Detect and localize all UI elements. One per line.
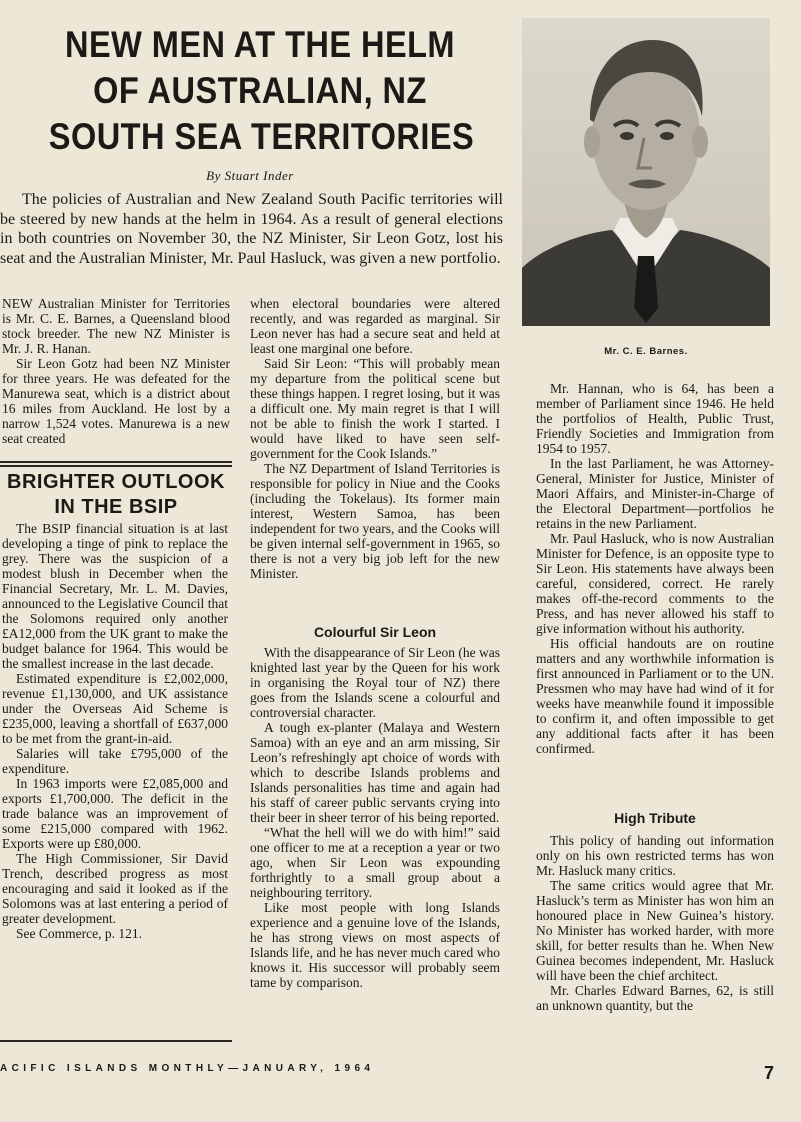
headline-line: SOUTH SEA TERRITORIES xyxy=(48,116,475,157)
byline: By Stuart Inder xyxy=(206,168,294,183)
photo-caption: Mr. C. E. Barnes. xyxy=(604,346,688,357)
paragraph: The High Commissioner, Sir David Trench, described progress as most encouraging and said it looked as if the Solomons was at last entering a period of greater development. xyxy=(2,851,228,926)
box-title-line: IN THE BSIP xyxy=(54,496,178,518)
paragraph: NEW Australian Minister for Territories is Mr. C. E. Barnes, a Queensland blood stock breeder. The new NZ Minister is Mr. J. R. Hanan. xyxy=(2,296,230,356)
paragraph: “What the hell will we do with him!” said one officer to me at a reception a year or two ago, when Sir Leon was expounding forthrightly to a small group about a neighbouring territory. xyxy=(250,825,500,900)
subhead-text: High Tribute xyxy=(614,810,696,826)
paragraph: This policy of handing out information only on his own restricted terms has won Mr. Hasluck many critics. xyxy=(536,833,774,878)
intro-paragraph xyxy=(0,190,503,268)
running-footer: ACIFIC ISLANDS MONTHLY—JANUARY, 1964 xyxy=(0,1063,375,1074)
paragraph: A tough ex-planter (Malaya and Western Samoa) with an eye and an arm missing, Sir Leon’s refreshingly apt choice of words with which to describe Islands problems and Islands personalities has time and again had his staff of career public servants crying into their beer in sheer terror of his being reported. xyxy=(250,720,500,825)
page-number: 7 xyxy=(764,1063,775,1083)
box-body xyxy=(2,521,228,1037)
paragraph: Estimated expenditure is £2,002,000, revenue £1,130,000, and UK assistance under the Overseas Aid Scheme is £235,000, leaving a shortfall of £637,000 to be met from the grant-in-aid. xyxy=(2,671,228,746)
column-3-bottom xyxy=(536,833,774,1045)
paragraph: See Commerce, p. 121. xyxy=(16,926,142,941)
paragraph: The same critics would agree that Mr. Hasluck’s term as Minister has won him an honoured place in New Guinea’s history. No Minister has worked harder, with more skill, for better results than he. When New Guinea becomes independent, Mr. Hasluck will have been the chief architect. xyxy=(536,878,774,983)
box-title xyxy=(0,470,232,520)
portrait-photo xyxy=(522,18,770,326)
paragraph: The NZ Department of Island Territories is responsible for policy in Niue and the Cooks (including the Tokelaus). Its former main interest, Western Samoa, has been independent for two years, and the Cooks will be given internal self-government in 1965, so there is not a very big job left for the new Minister. xyxy=(250,461,500,581)
paragraph: Mr. Paul Hasluck, who is now Australian Minister for Defence, is an opposite type to Sir Leon. His statements have always been careful, considered, correct. He rarely makes off-the-record comments to the Press, and has never allowed his staff to give information without his authority. xyxy=(536,531,774,636)
headline-line: OF AUSTRALIAN, NZ xyxy=(93,70,427,111)
paragraph: when electoral boundaries were altered recently, and was regarded as marginal. Sir Leon never has had a secure seat and held at least one marginal one before. xyxy=(250,296,500,356)
headline-line: NEW MEN AT THE HELM xyxy=(64,24,456,65)
paragraph: Salaries will take £795,000 of the expenditure. xyxy=(2,746,228,776)
paragraph: With the disappearance of Sir Leon (he was knighted last year by the Queen for his work in organising the Royal tour of NZ) there goes from the Islands scene a colourful and controversial character. xyxy=(250,645,500,720)
paragraph: Sir Leon Gotz had been NZ Minister for three years. He was defeated for the Manurewa seat, which is a district about 16 miles from Auckland. He lost by a narrow 1,524 votes. Manurewa is a new seat created xyxy=(2,356,230,446)
paragraph: Like most people with long Islands experience and a genuine love of the Islands, he has strong views on most aspects of Islands life, and he has never much cared who knows it. His successor will probably seem tame by comparison. xyxy=(250,900,500,990)
intro-text: The policies of Australian and New Zealand South Pacific territories will be steered by new hands at the helm in 1964. As a result of general elections in both countries on November 30, the NZ Minister, Sir Leon Gotz, lost his seat and the Australian Minister, Mr. Paul Hasluck, was given a new portfolio. xyxy=(0,191,503,267)
subhead-text: Colourful Sir Leon xyxy=(313,624,437,640)
headline xyxy=(48,22,475,160)
paragraph: In the last Parliament, he was Attorney-General, Minister for Justice, Minister of Maori Affairs, and Minister-in-Charge of the Electoral Department—portfolios he retains in the new Parliament. xyxy=(536,456,774,531)
box-rule-top-2 xyxy=(0,465,232,467)
column-2-top xyxy=(250,296,500,616)
paragraph: The BSIP financial situation is at last developing a tinge of pink to replace the grey. There was the suspicion of a modest blush in December when the Financial Secretary, Mr. L. M. Davies, announced to the Legislative Council that the Solomons required only another £A12,000 from the UK grant to make the budget balance for 1964. This would be the smallest increase in the last decade. xyxy=(2,521,228,671)
subhead-colourful xyxy=(250,624,500,640)
paragraph: His official handouts are on routine matters and any worthwhile information is first announced in Parliament or to the UN. Pressmen who may have had wind of it for weeks have meanwhile found it impossible to confirm it, and often impossible to get any additional facts after it has been confirmed. xyxy=(536,636,774,756)
paragraph: In 1963 imports were £2,085,000 and exports £1,700,000. The deficit in the trade balance was an improvement of some £215,000 compared with 1962. Exports were up £80,000. xyxy=(2,776,228,851)
box-rule-bottom xyxy=(0,1040,232,1042)
subhead-high-tribute xyxy=(536,810,774,826)
column-1-top xyxy=(2,296,230,458)
paragraph: Mr. Hannan, who is 64, has been a member of Parliament since 1946. He held the portfolios of Health, Public Trust, Friendly Societies and Immigration from 1954 to 1957. xyxy=(536,381,774,456)
column-2-bottom xyxy=(250,645,500,1040)
paragraph: Said Sir Leon: “This will probably mean my departure from the political scene but these things happen. I regret losing, but it was a difficult one. My main regret is that I will not be able to finish the work I started. I would have liked to have seen self-government for the Cook Islands.” xyxy=(250,356,500,461)
box-rule-top xyxy=(0,461,232,463)
column-3-top xyxy=(536,381,774,799)
portrait-illustration xyxy=(522,18,770,326)
box-title-line: BRIGHTER OUTLOOK xyxy=(7,471,225,493)
paragraph: Mr. Charles Edward Barnes, 62, is still an unknown quantity, but the xyxy=(536,983,774,1013)
